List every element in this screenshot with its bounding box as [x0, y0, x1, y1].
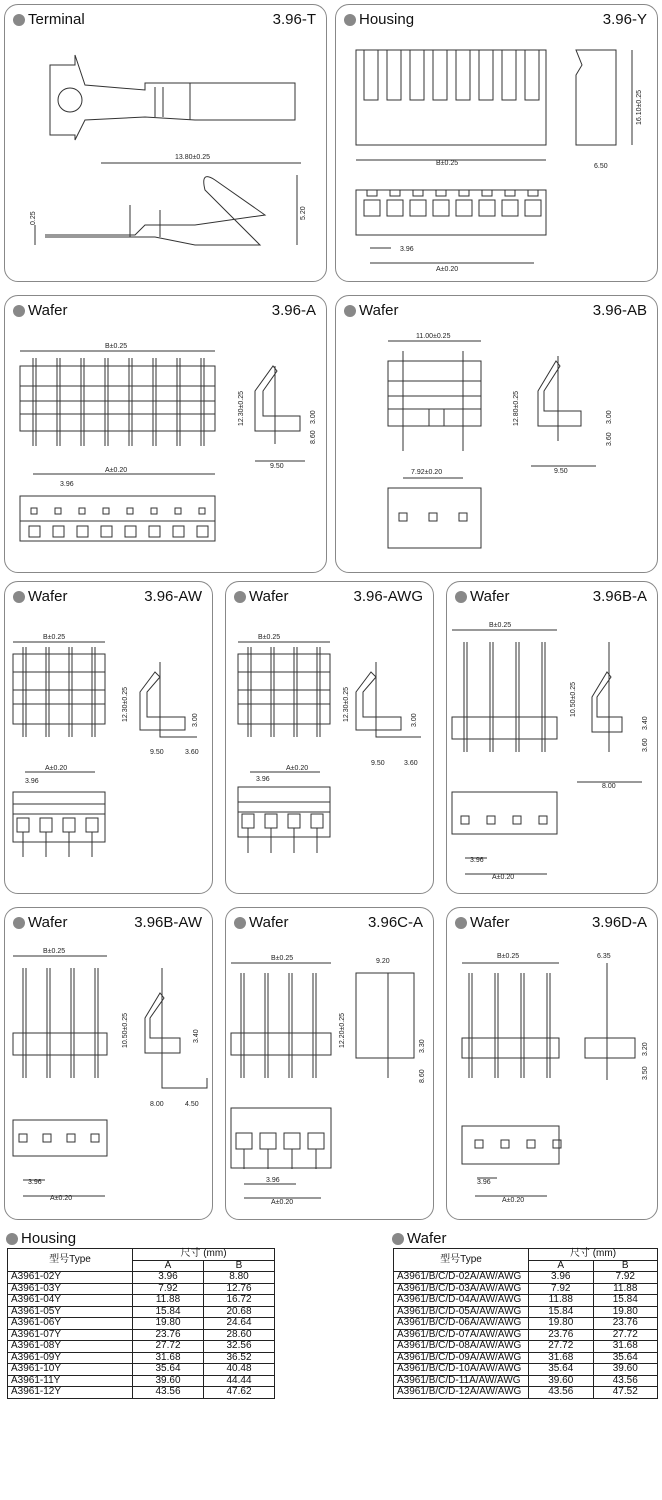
cell-model: A3961/B/C/D-06A/AW/AWG — [394, 1318, 529, 1330]
drawing-stroke — [364, 200, 380, 216]
wafer-b-a-drawing — [447, 582, 659, 895]
cell-model: A3961-02Y — [8, 1272, 133, 1284]
panel-code: 3.96-Y — [602, 11, 647, 28]
dim-label: 3.00 — [411, 713, 418, 727]
drawing-stroke — [387, 200, 403, 216]
table-row — [8, 1283, 275, 1295]
bullet-dot-icon — [392, 1233, 404, 1245]
drawing-stroke — [502, 50, 516, 100]
dim-label: 9.50 — [371, 760, 385, 767]
cell-model: A3961-10Y — [8, 1364, 133, 1376]
cell-b: 19.80 — [593, 1306, 658, 1318]
cell-b: 43.56 — [593, 1375, 658, 1387]
drawing-stroke — [308, 1133, 324, 1149]
cell-b: 11.88 — [593, 1283, 658, 1295]
drawing-stroke — [55, 508, 61, 514]
cell-b: 36.52 — [204, 1352, 275, 1364]
wafer-c-a-drawing — [226, 908, 435, 1221]
dim-label: B±0.25 — [43, 948, 66, 955]
drawing-stroke — [125, 526, 136, 537]
drawing-stroke — [197, 526, 208, 537]
panel-code: 3.96B-A — [592, 588, 647, 605]
table-row — [394, 1283, 658, 1295]
drawing-stroke — [31, 508, 37, 514]
table-row — [394, 1272, 658, 1284]
drawing-stroke — [410, 50, 424, 100]
table-row — [394, 1341, 658, 1353]
table-row — [8, 1387, 275, 1399]
cell-b: 7.92 — [593, 1272, 658, 1284]
drawing-stroke — [553, 1140, 561, 1148]
cell-b: 24.64 — [204, 1318, 275, 1330]
drawing-stroke — [456, 200, 472, 216]
cell-model: A3961-09Y — [8, 1352, 133, 1364]
housing-spec-table — [7, 1248, 275, 1399]
panel-wafer-3-96-ab — [335, 295, 658, 573]
table-row — [394, 1387, 658, 1399]
drawing-stroke — [260, 1133, 276, 1149]
dim-label: 3.96 — [60, 481, 74, 488]
drawing-stroke — [67, 1134, 75, 1142]
drawing-stroke — [173, 526, 184, 537]
cell-model: A3961/B/C/D-05A/AW/AWG — [394, 1306, 529, 1318]
panel-title-text: Wafer — [28, 302, 68, 319]
dim-label: 8.00 — [602, 783, 616, 790]
panel-title-text: Wafer — [28, 588, 68, 605]
panel-wafer-3-96-awg — [225, 581, 434, 894]
panel-code: 3.96-T — [272, 11, 316, 28]
wafer-d-a-drawing — [447, 908, 659, 1221]
cell-a: 19.80 — [529, 1318, 594, 1330]
drawing-stroke — [79, 508, 85, 514]
cell-a: 19.80 — [133, 1318, 204, 1330]
dim-label: 11.00±0.25 — [416, 333, 451, 340]
panel-code: 3.96-AW — [144, 588, 202, 605]
cell-b: 35.64 — [593, 1352, 658, 1364]
dim-label: 3.96 — [470, 857, 484, 864]
panel-wafer-3-96b-aw — [4, 907, 213, 1220]
drawing-stroke — [528, 190, 538, 196]
drawing-stroke — [410, 200, 426, 216]
table-row — [394, 1295, 658, 1307]
drawing-stroke — [513, 816, 521, 824]
drawing-stroke — [433, 50, 447, 100]
panel-code: 3.96-A — [271, 302, 316, 319]
panel-code: 3.96B-AW — [134, 914, 202, 931]
header-col-a: A — [529, 1260, 594, 1272]
drawing-stroke — [456, 50, 470, 100]
dim-label: 9.50 — [270, 463, 284, 470]
cell-a: 43.56 — [133, 1387, 204, 1399]
header-size: 尺寸 (mm) — [529, 1249, 658, 1261]
dim-label: A±0.20 — [105, 467, 128, 474]
cell-a: 35.64 — [529, 1364, 594, 1376]
cell-b: 16.72 — [204, 1295, 275, 1307]
drawing-stroke — [149, 526, 160, 537]
dim-label: 9.50 — [554, 468, 568, 475]
panel-title-text: Terminal — [28, 11, 85, 28]
dim-label: 3.00 — [192, 713, 199, 727]
dim-label: A±0.20 — [50, 1195, 73, 1202]
header-col-a: A — [133, 1260, 204, 1272]
dim-label: A±0.20 — [492, 874, 515, 881]
wafer-b-aw-drawing — [5, 908, 214, 1221]
cell-model: A3961-06Y — [8, 1318, 133, 1330]
panel-code: 3.96D-A — [591, 914, 647, 931]
cell-b: 28.60 — [204, 1329, 275, 1341]
cell-b: 12.76 — [204, 1283, 275, 1295]
dim-label: 5.20 — [300, 206, 307, 220]
drawing-stroke — [91, 1134, 99, 1142]
cell-a: 31.68 — [133, 1352, 204, 1364]
table-row — [8, 1306, 275, 1318]
dim-label: B±0.25 — [105, 343, 128, 350]
cell-a: 7.92 — [133, 1283, 204, 1295]
drawing-stroke — [390, 190, 400, 196]
dim-label: B±0.25 — [271, 955, 294, 962]
drawing-stroke — [387, 50, 401, 100]
dim-label: 12.30±0.25 — [122, 687, 129, 722]
drawing-stroke — [311, 814, 323, 828]
cell-a: 27.72 — [529, 1341, 594, 1353]
dim-label: 3.96 — [25, 778, 39, 785]
drawing-stroke — [367, 190, 377, 196]
drawing-stroke — [475, 1140, 483, 1148]
dim-label: 8.60 — [419, 1069, 426, 1083]
cell-b: 23.76 — [593, 1318, 658, 1330]
cell-model: A3961/B/C/D-04A/AW/AWG — [394, 1295, 529, 1307]
drawing-stroke — [479, 200, 495, 216]
terminal-drawing — [5, 5, 328, 283]
dim-label: B±0.25 — [258, 634, 281, 641]
panel-title-text: Wafer — [249, 588, 289, 605]
dim-label: 3.96 — [477, 1179, 491, 1186]
cell-a: 31.68 — [529, 1352, 594, 1364]
panel-code: 3.96-AB — [592, 302, 647, 319]
cell-b: 40.48 — [204, 1364, 275, 1376]
drawing-stroke — [461, 816, 469, 824]
cell-model: A3961/B/C/D-08A/AW/AWG — [394, 1341, 529, 1353]
dim-label: 3.50 — [642, 1066, 649, 1080]
panel-title-text: Wafer — [470, 914, 510, 931]
cell-model: A3961-08Y — [8, 1341, 133, 1353]
drawing-stroke — [525, 200, 541, 216]
drawing-stroke — [459, 190, 469, 196]
wafer-section-title — [392, 1230, 446, 1247]
panel-code: 3.96-AWG — [353, 588, 423, 605]
drawing-stroke — [19, 1134, 27, 1142]
drawing-stroke — [103, 508, 109, 514]
cell-a: 39.60 — [529, 1375, 594, 1387]
dim-label: 3.40 — [642, 716, 649, 730]
panel-code: 3.96C-A — [367, 914, 423, 931]
cell-b: 27.72 — [593, 1329, 658, 1341]
panel-wafer-3-96-aw — [4, 581, 213, 894]
dim-label: 3.00 — [606, 410, 613, 424]
housing-drawing — [336, 5, 659, 283]
dim-label: 10.50±0.25 — [122, 1013, 129, 1048]
panel-title-text: Wafer — [470, 588, 510, 605]
dim-label: 3.60 — [404, 760, 418, 767]
dim-label: 6.35 — [597, 953, 611, 960]
housing-section-title — [6, 1230, 76, 1247]
panel-title-text: Wafer — [28, 914, 68, 931]
table-row — [394, 1352, 658, 1364]
cell-model: A3961/B/C/D-02A/AW/AWG — [394, 1272, 529, 1284]
dim-label: B±0.25 — [43, 634, 66, 641]
cell-b: 47.62 — [204, 1387, 275, 1399]
drawing-stroke — [242, 814, 254, 828]
cell-model: A3961/B/C/D-07A/AW/AWG — [394, 1329, 529, 1341]
table-row — [394, 1306, 658, 1318]
drawing-stroke — [40, 818, 52, 832]
cell-b: 39.60 — [593, 1364, 658, 1376]
table-row — [8, 1341, 275, 1353]
panel-wafer-3-96c-a — [225, 907, 434, 1220]
cell-a: 43.56 — [529, 1387, 594, 1399]
header-model: 型号Type — [394, 1249, 529, 1272]
cell-model: A3961/B/C/D-10A/AW/AWG — [394, 1364, 529, 1376]
drawing-stroke — [487, 816, 495, 824]
dim-label: 3.60 — [642, 738, 649, 752]
dim-label: 10.50±0.25 — [570, 682, 577, 717]
drawing-stroke — [53, 526, 64, 537]
drawing-stroke — [175, 508, 181, 514]
drawing-stroke — [29, 526, 40, 537]
drawing-stroke — [505, 190, 515, 196]
drawing-stroke — [433, 200, 449, 216]
cell-b: 44.44 — [204, 1375, 275, 1387]
header-size: 尺寸 (mm) — [133, 1249, 275, 1261]
drawing-stroke — [284, 1133, 300, 1149]
drawing-stroke — [17, 818, 29, 832]
cell-model: A3961/B/C/D-12A/AW/AWG — [394, 1387, 529, 1399]
dim-label: 3.00 — [310, 410, 317, 424]
cell-a: 27.72 — [133, 1341, 204, 1353]
header-col-b: B — [593, 1260, 658, 1272]
table-row — [394, 1318, 658, 1330]
cell-a: 11.88 — [529, 1295, 594, 1307]
table-header-row — [394, 1249, 658, 1261]
drawing-stroke — [101, 526, 112, 537]
table-row — [394, 1375, 658, 1387]
drawing-stroke — [413, 190, 423, 196]
dim-label: 3.96 — [266, 1177, 280, 1184]
panel-terminal — [4, 4, 327, 282]
drawing-stroke — [364, 50, 378, 100]
cell-model: A3961/B/C/D-11A/AW/AWG — [394, 1375, 529, 1387]
section-title-text: Housing — [21, 1230, 77, 1247]
drawing-stroke — [288, 814, 300, 828]
dim-label: 3.60 — [606, 432, 613, 446]
cell-model: A3961/B/C/D-03A/AW/AWG — [394, 1283, 529, 1295]
table-row — [394, 1364, 658, 1376]
dim-label: 3.96 — [400, 246, 414, 253]
cell-b: 31.68 — [593, 1341, 658, 1353]
dim-label: B±0.25 — [497, 953, 520, 960]
cell-model: A3961-12Y — [8, 1387, 133, 1399]
table-row — [8, 1329, 275, 1341]
dim-label: A±0.20 — [45, 765, 68, 772]
cell-a: 15.84 — [529, 1306, 594, 1318]
bullet-dot-icon — [6, 1233, 18, 1245]
drawing-stroke — [479, 50, 493, 100]
cell-a: 7.92 — [529, 1283, 594, 1295]
cell-model: A3961-03Y — [8, 1283, 133, 1295]
panel-wafer-3-96d-a — [446, 907, 658, 1220]
dim-label: 9.50 — [150, 749, 164, 756]
dim-label: 12.80±0.25 — [513, 391, 520, 426]
drawing-stroke — [527, 1140, 535, 1148]
dim-label: A±0.20 — [286, 765, 309, 772]
cell-model: A3961/B/C/D-09A/AW/AWG — [394, 1352, 529, 1364]
cell-a: 39.60 — [133, 1375, 204, 1387]
table-row — [394, 1329, 658, 1341]
cell-b: 20.68 — [204, 1306, 275, 1318]
cell-a: 11.88 — [133, 1295, 204, 1307]
drawing-stroke — [525, 50, 539, 100]
drawing-stroke — [151, 508, 157, 514]
dim-label: 3.96 — [256, 776, 270, 783]
cell-model: A3961-07Y — [8, 1329, 133, 1341]
table-header-row — [8, 1249, 275, 1261]
dim-label: 7.92±0.20 — [411, 469, 443, 476]
cell-b: 32.56 — [204, 1341, 275, 1353]
drawing-stroke — [236, 1133, 252, 1149]
cell-b: 47.52 — [593, 1387, 658, 1399]
drawing-stroke — [502, 200, 518, 216]
table-row — [8, 1352, 275, 1364]
cell-model: A3961-04Y — [8, 1295, 133, 1307]
drawing-stroke — [77, 526, 88, 537]
dim-label: B±0.25 — [489, 622, 512, 629]
panel-wafer-3-96-a — [4, 295, 327, 573]
dim-label: 12.30±0.25 — [343, 687, 350, 722]
cell-a: 15.84 — [133, 1306, 204, 1318]
dim-label: 8.60 — [310, 430, 317, 444]
table-row — [8, 1272, 275, 1284]
panel-housing — [335, 4, 658, 282]
table-row — [8, 1318, 275, 1330]
dim-label: 3.40 — [193, 1029, 200, 1043]
dim-label: A±0.20 — [502, 1197, 525, 1204]
cell-a: 23.76 — [529, 1329, 594, 1341]
dim-label: 3.60 — [185, 749, 199, 756]
dim-label: 0.25 — [30, 211, 37, 225]
dim-label: 3.20 — [642, 1042, 649, 1056]
cell-a: 3.96 — [133, 1272, 204, 1284]
dim-label: A±0.20 — [436, 266, 459, 273]
dim-label: 12.20±0.25 — [339, 1013, 346, 1048]
wafer-awg-drawing — [226, 582, 435, 895]
dim-label: A±0.20 — [271, 1199, 294, 1206]
dim-label: 16.10±0.25 — [636, 90, 643, 125]
wafer-a-drawing — [5, 296, 328, 574]
cell-model: A3961-11Y — [8, 1375, 133, 1387]
dim-label: 3.30 — [419, 1039, 426, 1053]
dim-label: 12.30±0.25 — [238, 391, 245, 426]
cell-a: 35.64 — [133, 1364, 204, 1376]
dim-label: 9.20 — [376, 958, 390, 965]
header-col-b: B — [204, 1260, 275, 1272]
cell-a: 3.96 — [529, 1272, 594, 1284]
table-row — [8, 1295, 275, 1307]
drawing-stroke — [199, 508, 205, 514]
cell-a: 23.76 — [133, 1329, 204, 1341]
dim-label: 8.00 — [150, 1101, 164, 1108]
panel-title-text: Wafer — [249, 914, 289, 931]
panel-title-text: Wafer — [359, 302, 399, 319]
wafer-ab-drawing — [336, 296, 659, 574]
drawing-stroke — [501, 1140, 509, 1148]
wafer-spec-table — [393, 1248, 658, 1399]
drawing-stroke — [436, 190, 446, 196]
panel-title-text: Housing — [359, 11, 415, 28]
dim-label: 13.80±0.25 — [175, 154, 210, 161]
drawing-stroke — [63, 818, 75, 832]
panel-wafer-3-96b-a — [446, 581, 658, 894]
table-row — [8, 1364, 275, 1376]
dim-label: 6.50 — [594, 163, 608, 170]
dim-label: B±0.25 — [436, 160, 459, 167]
drawing-stroke — [265, 814, 277, 828]
header-model: 型号Type — [8, 1249, 133, 1272]
drawing-stroke — [539, 816, 547, 824]
section-title-text: Wafer — [407, 1230, 447, 1247]
wafer-aw-drawing — [5, 582, 214, 895]
dim-label: 4.50 — [185, 1101, 199, 1108]
cell-model: A3961-05Y — [8, 1306, 133, 1318]
dim-label: 3.96 — [28, 1179, 42, 1186]
drawing-stroke — [127, 508, 133, 514]
cell-b: 8.80 — [204, 1272, 275, 1284]
drawing-stroke — [86, 818, 98, 832]
cell-b: 15.84 — [593, 1295, 658, 1307]
drawing-stroke — [43, 1134, 51, 1142]
table-row — [8, 1375, 275, 1387]
drawing-stroke — [482, 190, 492, 196]
